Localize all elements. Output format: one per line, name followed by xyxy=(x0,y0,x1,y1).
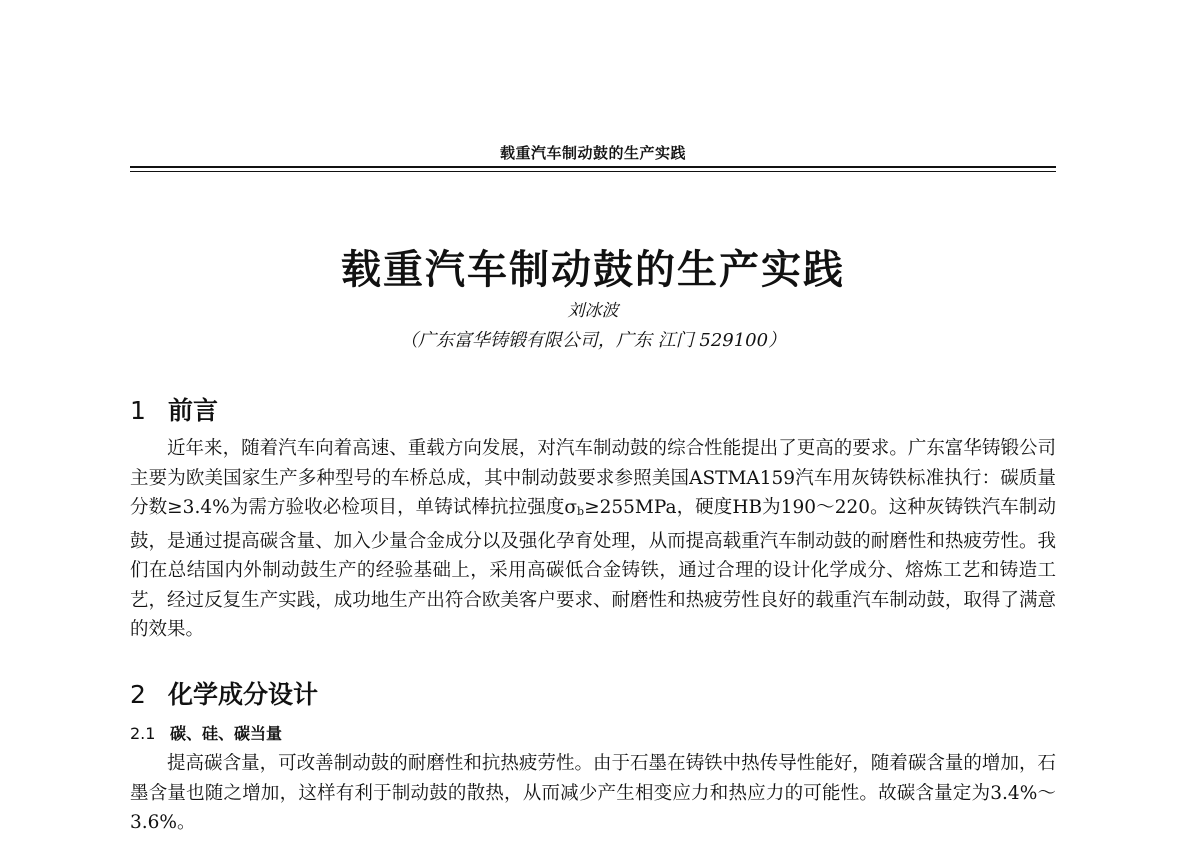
sigma-subscript: b xyxy=(577,505,585,518)
paragraph-text: 近年来，随着汽车向着高速、重载方向发展，对汽车制动鼓的综合性能提出了更高的要求。广东富华铸锻公司主要为欧美国家生产多种型号的车桥总成，其中制动鼓要求参照美国ASTMA159汽车用灰铸铁标准执行：碳质量分数≥3.4%为需方验收必检项目，单铸试棒抗拉强度σ xyxy=(130,438,1056,518)
paragraph-text-continued: ≥255MPa，硬度HB为190～220。这种灰铸铁汽车制动鼓，是通过提高碳含量、加入少量合金成分以及强化孕育处理，从而提高载重汽车制动鼓的耐磨性和热疲劳性。我们在总结国内外制动鼓生产的经验基础上，采用高碳低合金铸铁，通过合理的设计化学成分、熔炼工艺和铸造工艺，经过反复生产实践，成功地生产出符合欧美客户要求、耐磨性和热疲劳性良好的载重汽车制动鼓，取得了满意的效果。 xyxy=(130,497,1056,640)
subsection-heading-carbon-silicon xyxy=(130,721,282,744)
subsection-title: 碳、硅、碳当量 xyxy=(170,724,283,743)
section-number: 2 xyxy=(130,680,146,709)
author-name: 刘冰波 xyxy=(567,301,619,321)
running-header: 载重汽车制动鼓的生产实践 xyxy=(499,144,686,162)
header-rule-thick xyxy=(130,166,1056,168)
section-heading-chemical-composition xyxy=(130,675,318,711)
carbon-paragraph: 提高碳含量，可改善制动鼓的耐磨性和抗热疲劳性。由于石墨在铸铁中热传导性能好，随着碳含量的增加，石墨含量也随之增加，这样有利于制动鼓的散热，从而减少产生相变应力和热应力的可能性。故碳含量定为3.4%～3.6%。 xyxy=(130,753,1056,833)
author-affiliation: （广东富华铸锻有限公司，广东 江门 529100） xyxy=(399,330,787,351)
section-heading-introduction xyxy=(130,391,218,427)
section-number: 1 xyxy=(130,396,146,425)
paper-title: 载重汽车制动鼓的生产实践 xyxy=(341,247,845,293)
section-title: 化学成分设计 xyxy=(168,680,319,709)
introduction-paragraph xyxy=(130,434,1056,645)
subsection-number: 2.1 xyxy=(130,724,156,743)
section-title: 前言 xyxy=(168,396,219,425)
header-rule-thin xyxy=(130,171,1056,172)
